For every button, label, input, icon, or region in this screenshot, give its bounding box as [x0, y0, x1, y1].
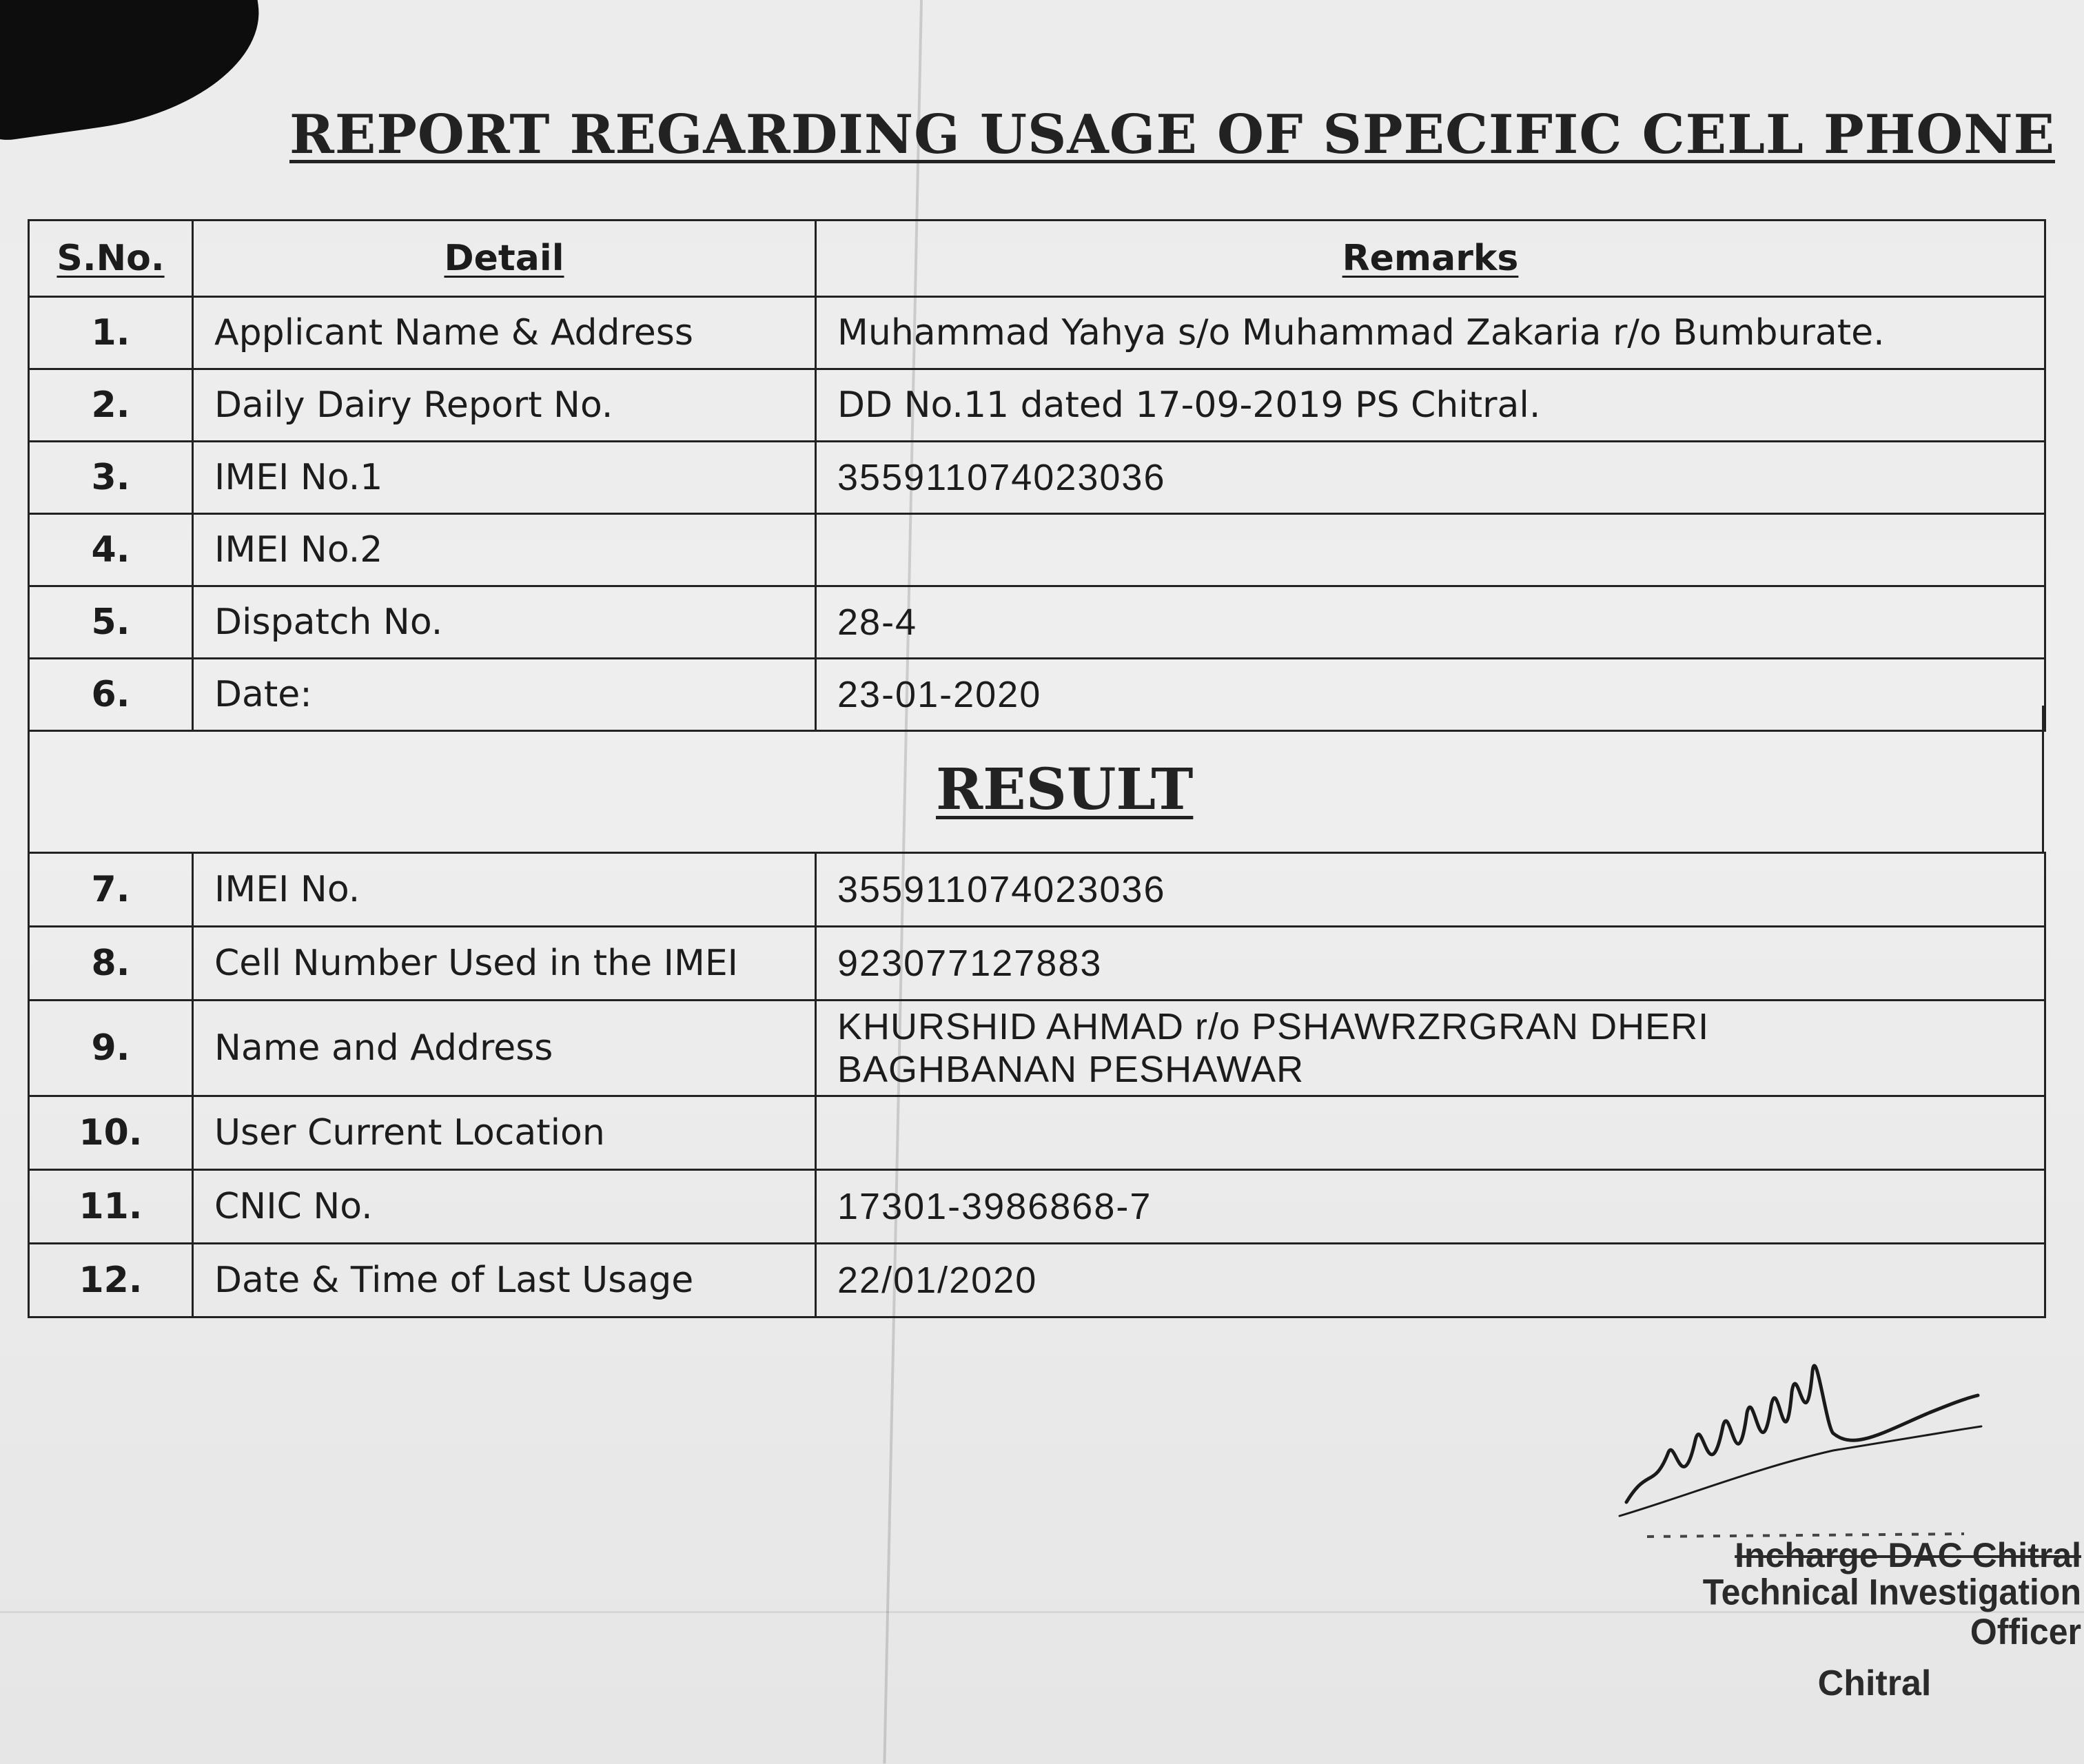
- row-remarks: DD No.11 dated 17-09-2019 PS Chitral.: [816, 369, 2045, 442]
- row-sno: 2.: [29, 369, 193, 442]
- row-sno: 7.: [29, 853, 193, 927]
- row-detail: Dispatch No.: [193, 586, 816, 659]
- row-detail: IMEI No.1: [193, 442, 816, 514]
- row-sno: 11.: [29, 1170, 193, 1244]
- table-row: [29, 586, 2045, 659]
- stamp-line-2: Technical Investigation Officer: [1702, 1572, 2081, 1652]
- row-remarks: 23-01-2020: [816, 659, 2045, 731]
- row-remarks: 923077127883: [816, 927, 2045, 1001]
- table-row: [29, 927, 2045, 1001]
- stamp-line-3: Chitral: [1817, 1663, 1932, 1703]
- table-row: [29, 1001, 2045, 1096]
- row-detail: IMEI No.: [193, 853, 816, 927]
- table-row: [29, 369, 2045, 442]
- row-detail: Date:: [193, 659, 816, 731]
- report-title: REPORT REGARDING USAGE OF SPECIFIC CELL PHONE: [289, 103, 2056, 166]
- stamp-line-1: Incharge DAC Chitral: [1735, 1536, 2081, 1575]
- row-detail: IMEI No.2: [193, 514, 816, 586]
- row-remarks: 355911074023036: [816, 442, 2045, 514]
- row-detail: Daily Dairy Report No.: [193, 369, 816, 442]
- row-sno: 10.: [29, 1096, 193, 1170]
- row-sno: 6.: [29, 659, 193, 731]
- signature: [1606, 1330, 1992, 1557]
- row-sno: 5.: [29, 586, 193, 659]
- row-detail: Date & Time of Last Usage: [193, 1244, 816, 1317]
- row-remarks: [816, 514, 2045, 586]
- scan-corner-shadow: [0, 0, 272, 143]
- table-row: [29, 1170, 2045, 1244]
- address-line-2: BAGHBANAN PESHAWAR: [837, 1049, 1305, 1090]
- table-row: [29, 853, 2045, 927]
- row-detail: User Current Location: [193, 1096, 816, 1170]
- request-details-table: [28, 219, 2046, 732]
- row-remarks: [816, 1096, 2045, 1170]
- row-sno: 1.: [29, 297, 193, 369]
- row-sno: 12.: [29, 1244, 193, 1317]
- table-row: [29, 297, 2045, 369]
- officer-stamp: [1606, 1537, 2081, 1703]
- row-sno: 9.: [29, 1001, 193, 1096]
- row-sno: 4.: [29, 514, 193, 586]
- table-header-row: [29, 220, 2045, 297]
- row-remarks: 22/01/2020: [816, 1244, 2045, 1317]
- row-detail: Applicant Name & Address: [193, 297, 816, 369]
- table-row: [29, 1096, 2045, 1170]
- row-detail: Cell Number Used in the IMEI: [193, 927, 816, 1001]
- table-row: [29, 514, 2045, 586]
- result-table: [28, 852, 2046, 1318]
- row-detail: Name and Address: [193, 1001, 816, 1096]
- row-remarks: 17301-3986868-7: [816, 1170, 2045, 1244]
- table-row: [29, 442, 2045, 514]
- remarks-header: Remarks: [816, 220, 2045, 297]
- row-sno: 3.: [29, 442, 193, 514]
- sno-header: S.No.: [29, 220, 193, 297]
- detail-header: Detail: [193, 220, 816, 297]
- row-detail: CNIC No.: [193, 1170, 816, 1244]
- table-row: [29, 1244, 2045, 1317]
- row-remarks: Muhammad Yahya s/o Muhammad Zakaria r/o Bumburate.: [816, 297, 2045, 369]
- row-remarks: 355911074023036: [816, 853, 2045, 927]
- row-sno: 8.: [29, 927, 193, 1001]
- row-remarks: [816, 1001, 2045, 1096]
- result-title: RESULT: [936, 757, 1194, 823]
- address-line-1: KHURSHID AHMAD r/o PSHAWRZRGRAN DHERI: [837, 1006, 1710, 1047]
- row-remarks: 28-4: [816, 586, 2045, 659]
